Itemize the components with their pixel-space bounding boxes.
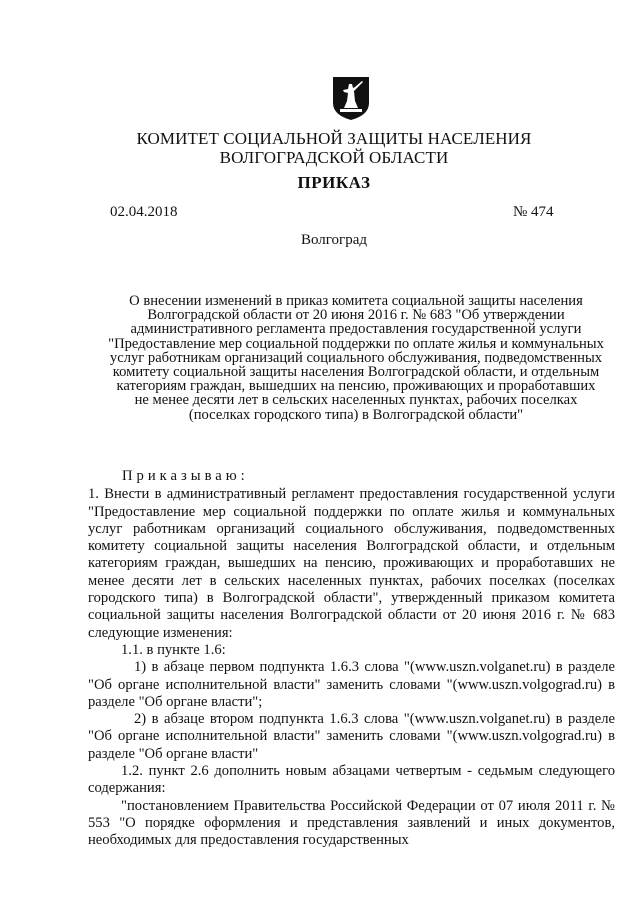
document-date: 02.04.2018 xyxy=(110,204,178,220)
document-subject: О внесении изменений в приказ комитета социальной защиты населения Волгоградской области от 20 июня 2016 г. № 683 "Об утверждении административного регламента предоставления государственной услуги "Предоставление мер социальной поддержки по оплате жилья и коммунальных услуг работникам организаций социального обслуживания, подведомственных комитету социальной защиты населения Волгоградской области, и отдельным категориям граждан, вышедших на пенсию, проживающих и проработавших не менее десяти лет в сельских населенных пунктах, рабочих поселках (поселках городского типа) в Волгоградской области" xyxy=(108,293,604,423)
document-number: № 474 xyxy=(513,204,554,220)
body-paragraph: 2) в абзаце втором подпункта 1.6.3 слова "(www.uszn.volganet.ru) в разделе "Об органе исполнительной власти" заменить словами "(www.uszn.volgograd.ru) в разделе "Об органе власти" xyxy=(88,711,615,762)
body-paragraph: 1. Внести в административный регламент предоставления государственной услуги "Предоставление мер социальной поддержки по оплате жилья и коммунальных услуг работникам организаций социального обслуживания, подведомственных комитету социальной защиты населения Волгоградской области, и отдельным категориям граждан, вышедших на пенсию, проживающих и проработавших не менее десяти лет в сельских населенных пунктах, рабочих поселках (поселках городского типа) в Волгоградской области", утвержденный приказом комитета социальной защиты населения Волгоградской области от 20 июня 2016 г. № 683 следующие изменения: xyxy=(88,486,615,641)
body-paragraph: 1) в абзаце первом подпункта 1.6.3 слова "(www.uszn.volganet.ru) в разделе "Об органе исполнительной власти" заменить словами "(www.uszn.volgograd.ru) в разделе "Об органе власти"; xyxy=(88,659,615,710)
document-type-heading: ПРИКАЗ xyxy=(297,173,371,192)
body-paragraph: "постановлением Правительства Российской Федерации от 07 июля 2011 г. № 553 "О порядке оформления и представления заявлений и иных документов, необходимых для предоставления государственных xyxy=(88,797,615,849)
document-body xyxy=(88,468,615,850)
coat-of-arms-emblem-icon xyxy=(331,75,371,121)
organization-name-line1: КОМИТЕТ СОЦИАЛЬНОЙ ЗАЩИТЫ НАСЕЛЕНИЯ xyxy=(136,129,532,148)
body-paragraph: 1.2. пункт 2.6 дополнить новым абзацами четвертым - седьмым следующего содержания: xyxy=(88,763,615,797)
body-paragraph: 1.1. в пункте 1.6: xyxy=(121,641,226,658)
order-word: Приказываю: xyxy=(122,468,249,484)
document-city: Волгоград xyxy=(300,232,367,248)
organization-name-line2: ВОЛГОГРАДСКОЙ ОБЛАСТИ xyxy=(219,148,449,167)
